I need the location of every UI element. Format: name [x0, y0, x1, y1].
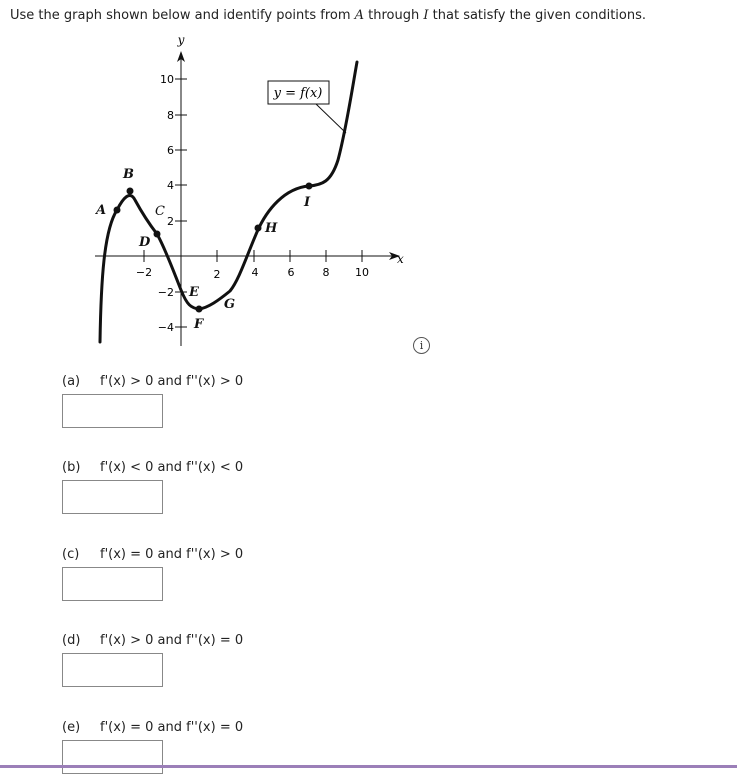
point-label-e: E	[189, 285, 199, 300]
question-e	[62, 720, 243, 735]
question-letter: (a)	[62, 374, 81, 389]
prompt-text-3: that satisfy the given conditions.	[428, 8, 646, 23]
point-label-f: F	[194, 317, 204, 332]
function-graph	[0, 0, 737, 370]
y-tick-label: 2	[167, 215, 174, 228]
y-tick-label: 4	[167, 179, 174, 192]
point-label-g: G	[224, 297, 236, 312]
question-c	[62, 547, 243, 562]
condition-e	[62, 720, 243, 735]
answer-input-c[interactable]	[62, 567, 163, 601]
question-letter: (e)	[62, 720, 81, 735]
point-h-dot	[255, 225, 262, 232]
point-label-h: H	[265, 221, 278, 236]
prompt-letter-a: A	[354, 8, 365, 23]
point-label-d: D	[139, 235, 151, 250]
question-a	[62, 374, 243, 389]
condition-b	[62, 460, 243, 475]
condition-text: f'(x) = 0 and f''(x) = 0	[100, 720, 244, 735]
condition-a	[62, 374, 243, 389]
condition-c	[62, 547, 243, 562]
x-tick-label: −2	[135, 266, 153, 279]
prompt-text-2: through	[364, 8, 424, 23]
bottom-divider	[0, 765, 737, 768]
point-i-dot	[306, 183, 313, 190]
condition-text: f'(x) > 0 and f''(x) = 0	[100, 633, 244, 648]
point-label-i: I	[304, 195, 311, 210]
point-label-a: A	[96, 203, 107, 218]
question-letter: (b)	[62, 460, 81, 475]
function-label-pointer	[316, 104, 346, 133]
y-tick-label: 6	[167, 144, 174, 157]
y-tick-label: −2	[157, 286, 174, 299]
x-tick-label: 6	[287, 266, 295, 279]
answer-input-d[interactable]	[62, 653, 163, 687]
function-label: y = f(x)	[273, 86, 323, 101]
y-tick-label: 10	[160, 73, 174, 86]
question-letter: (d)	[62, 633, 81, 648]
y-axis-label: y	[177, 33, 185, 47]
info-icon[interactable]: i	[413, 337, 430, 354]
question-b	[62, 460, 243, 475]
point-d-dot	[154, 231, 161, 238]
answer-input-a[interactable]	[62, 394, 163, 428]
point-label-c: C	[155, 204, 165, 219]
question-letter: (c)	[62, 547, 80, 562]
x-tick-label: 8	[322, 266, 330, 279]
x-tick-label: 10	[355, 266, 369, 279]
condition-text: f'(x) > 0 and f''(x) > 0	[100, 374, 244, 389]
point-b-dot	[127, 188, 134, 195]
point-label-b: B	[123, 167, 134, 182]
y-tick-label: 8	[167, 109, 174, 122]
condition-d	[62, 633, 243, 648]
x-axis-label: x	[397, 252, 404, 266]
condition-text: f'(x) < 0 and f''(x) < 0	[100, 460, 244, 475]
point-a-dot	[114, 207, 121, 214]
x-tick-label: 2	[213, 268, 221, 281]
y-tick-label: −4	[157, 321, 174, 334]
answer-input-b[interactable]	[62, 480, 163, 514]
x-tick-label: 4	[251, 266, 259, 279]
condition-text: f'(x) = 0 and f''(x) > 0	[100, 547, 244, 562]
question-d	[62, 633, 243, 648]
point-f-dot	[196, 306, 203, 313]
prompt-letter-i: I	[423, 8, 429, 23]
prompt-text-1: Use the graph shown below and identify points from	[10, 8, 355, 23]
